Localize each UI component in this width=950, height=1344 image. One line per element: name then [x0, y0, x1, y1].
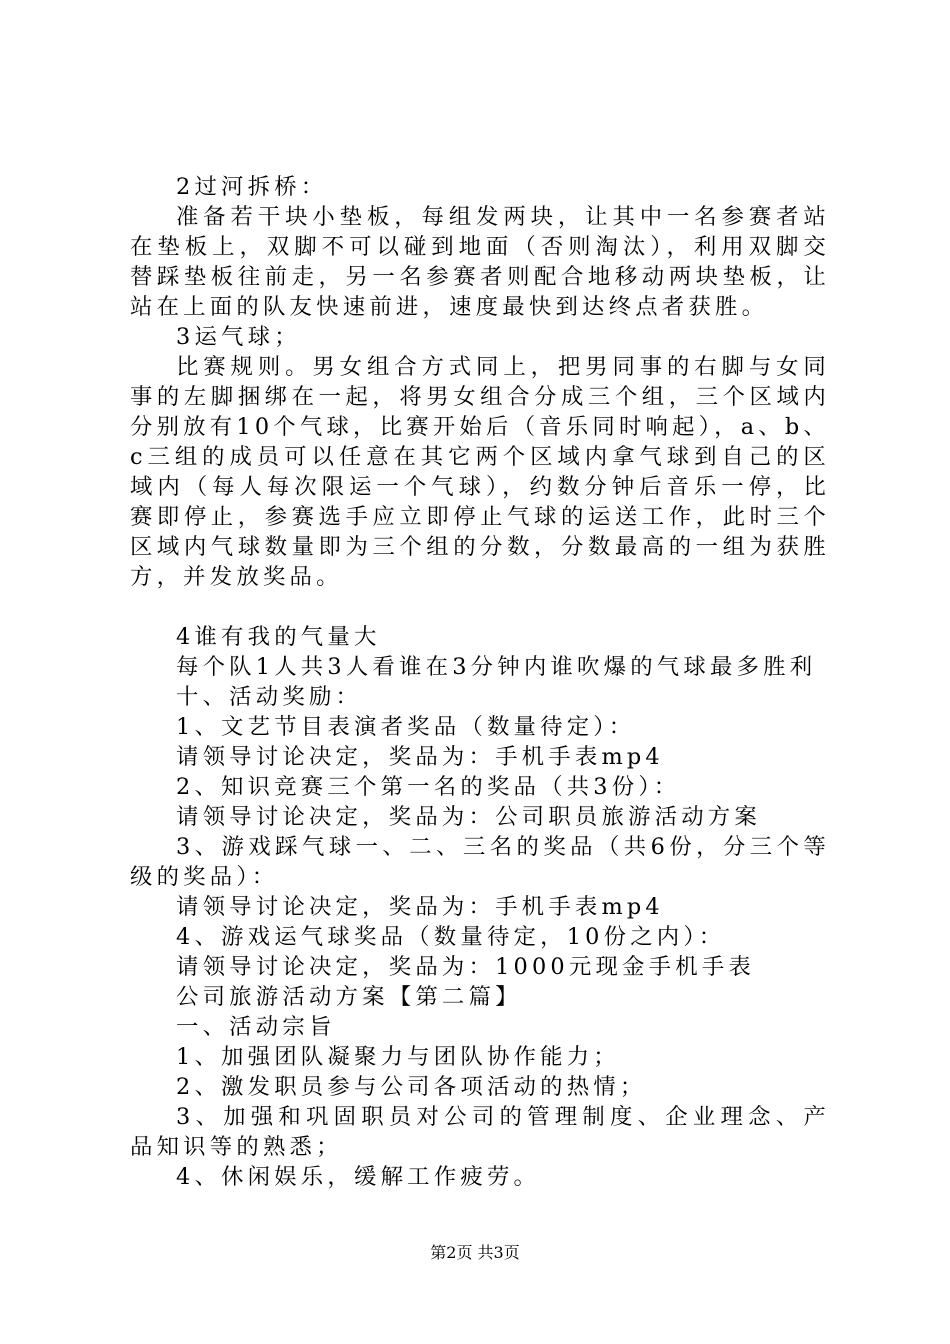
section-heading: 公司旅游活动方案【第二篇】 — [176, 984, 522, 1010]
list-item: 4、休闲娱乐，缓解工作疲劳。 — [176, 1164, 541, 1190]
body-paragraph: 每个队1人共3人看谁在3分钟内谁吹爆的气球最多胜利 — [176, 654, 817, 680]
list-item: 3、游戏踩气球一、二、三名的奖品（共6份，分三个等级的奖品）： — [130, 834, 830, 890]
paragraph-gap — [130, 592, 830, 622]
section-heading: 2过河拆桥： — [176, 174, 328, 200]
section-heading: 十、活动奖励： — [176, 684, 363, 710]
list-item: 2、激发职员参与公司各项活动的热情； — [176, 1074, 647, 1100]
section-heading: 4谁有我的气量大 — [176, 624, 381, 650]
list-item: 2、知识竞赛三个第一名的奖品（共3份）： — [176, 774, 681, 800]
list-item: 1、加强团队凝聚力与团队协作能力； — [176, 1044, 620, 1070]
list-item: 1、文艺节目表演者奖品（数量待定）： — [176, 714, 636, 740]
list-item: 3、加强和巩固职员对公司的管理制度、企业理念、产品知识等的熟悉； — [130, 1104, 830, 1160]
page-number: 第2页 共3页 — [430, 1243, 520, 1262]
body-paragraph: 请领导讨论决定，奖品为：手机手表mp4 — [176, 894, 664, 920]
section-heading: 一、活动宗旨 — [176, 1014, 336, 1040]
body-paragraph: 请领导讨论决定，奖品为：公司职员旅游活动方案 — [176, 804, 761, 830]
body-paragraph: 比赛规则。男女组合方式同上，把男同事的右脚与女同事的左脚捆绑在一起，将男女组合分成三个组，三个区域内分别放有10个气球，比赛开始后（音乐同时响起），a、b、c三组的成员可以任意在其它两个区域内拿气球到自己的区域内（每人每次限运一个气球），约数分钟后音乐一停，比赛即停止，参赛选手应立即停止气球的运送工作，此时三个区域内气球数量即为三个组的分数，分数最高的一组为获胜方，并发放奖品。 — [130, 354, 830, 590]
body-paragraph: 准备若干块小垫板，每组发两块，让其中一名参赛者站在垫板上，双脚不可以碰到地面（否则淘汰），利用双脚交替踩垫板往前走，另一名参赛者则配合地移动两块垫板，让站在上面的队友快速前进，速度最快到达终点者获胜。 — [130, 204, 830, 320]
list-item: 4、游戏运气球奖品（数量待定，10份之内）： — [176, 924, 726, 950]
body-paragraph: 请领导讨论决定，奖品为：1000元现金手机手表 — [176, 954, 756, 980]
body-paragraph: 请领导讨论决定，奖品为：手机手表mp4 — [176, 744, 664, 770]
document-body — [130, 172, 830, 1192]
section-heading: 3运气球； — [176, 324, 301, 350]
